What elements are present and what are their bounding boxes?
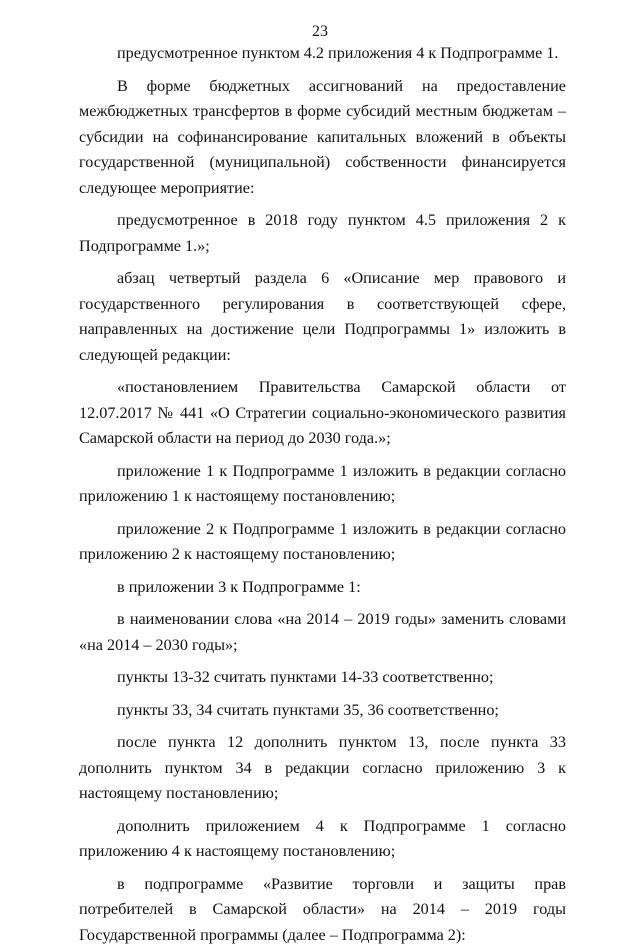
paragraph: после пункта 12 дополнить пунктом 13, после пункта 33 дополнить пунктом 34 в редакции согласно приложению 3 к настоящему постановлению;: [79, 730, 566, 807]
paragraph: дополнить приложением 4 к Подпрограмме 1 согласно приложению 4 к настоящему постановлению;: [79, 814, 566, 865]
paragraph: пункты 13-32 считать пунктами 14-33 соответственно;: [79, 665, 566, 691]
paragraph: предусмотренное пунктом 4.2 приложения 4 к Подпрограмме 1.: [79, 41, 566, 67]
paragraph: В форме бюджетных ассигнований на предоставление межбюджетных трансфертов в форме субсидий местным бюджетам – субсидии на софинансирование капитальных вложений в объекты государственной (муниципальной) собственности финансируется следующее мероприятие:: [79, 74, 566, 202]
paragraph: «постановлением Правительства Самарской области от 12.07.2017 № 441 «О Стратегии социально-экономического развития Самарской области на период до 2030 года.»;: [79, 375, 566, 452]
paragraph: приложение 1 к Подпрограмме 1 изложить в редакции согласно приложению 1 к настоящему постановлению;: [79, 459, 566, 510]
paragraph: предусмотренное в 2018 году пунктом 4.5 приложения 2 к Подпрограмме 1.»;: [79, 208, 566, 259]
paragraph: в наименовании слова «на 2014 – 2019 годы» заменить словами «на 2014 – 2030 годы»;: [79, 607, 566, 658]
page-number: 23: [0, 22, 640, 42]
paragraph: в подпрограмме «Развитие торговли и защиты прав потребителей в Самарской области» на 2014 – 2019 годы Государственной программы (далее – Подпрограмма 2):: [79, 872, 566, 948]
paragraph: приложение 2 к Подпрограмме 1 изложить в редакции согласно приложению 2 к настоящему постановлению;: [79, 517, 566, 568]
paragraph: в приложении 3 к Подпрограмме 1:: [79, 575, 566, 601]
paragraph: абзац четвертый раздела 6 «Описание мер правового и государственного регулирования в соответствующей сфере, направленных на достижение цели Подпрограммы 1» изложить в следующей редакции:: [79, 266, 566, 368]
paragraph: пункты 33, 34 считать пунктами 35, 36 соответственно;: [79, 698, 566, 724]
document-body: [79, 41, 566, 948]
